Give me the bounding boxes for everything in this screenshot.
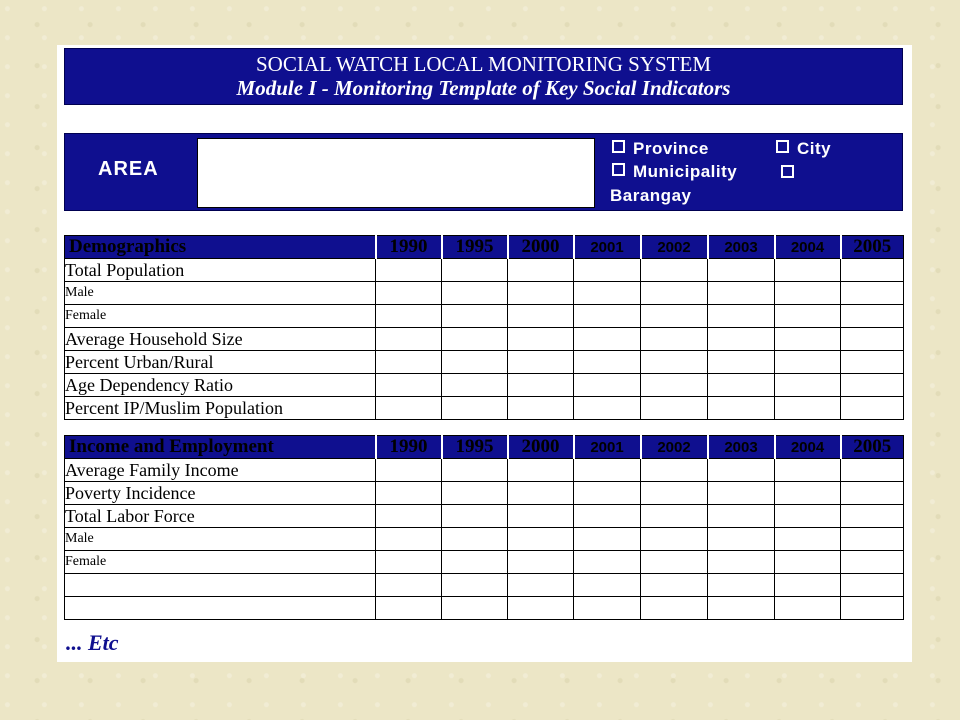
data-cell[interactable] bbox=[442, 351, 508, 374]
row-label: Female bbox=[65, 305, 376, 328]
table-row bbox=[65, 528, 904, 551]
data-cell[interactable] bbox=[775, 397, 841, 420]
data-cell[interactable] bbox=[841, 351, 904, 374]
data-cell[interactable] bbox=[574, 482, 641, 505]
data-cell[interactable] bbox=[508, 282, 574, 305]
municipality-checkbox-icon[interactable] bbox=[612, 163, 625, 176]
data-cell[interactable] bbox=[641, 597, 708, 620]
data-cell[interactable] bbox=[376, 374, 442, 397]
data-cell[interactable] bbox=[641, 305, 708, 328]
data-cell[interactable] bbox=[574, 397, 641, 420]
data-cell[interactable] bbox=[508, 482, 574, 505]
data-cell[interactable] bbox=[442, 305, 508, 328]
area-label: AREA bbox=[98, 158, 159, 180]
table-row bbox=[65, 328, 904, 351]
data-cell[interactable] bbox=[775, 528, 841, 551]
data-cell[interactable] bbox=[841, 551, 904, 574]
data-cell[interactable] bbox=[841, 505, 904, 528]
data-cell[interactable] bbox=[708, 282, 775, 305]
municipality-option[interactable] bbox=[612, 162, 737, 182]
row-label: Total Population bbox=[65, 259, 376, 282]
data-cell[interactable] bbox=[775, 328, 841, 351]
data-cell[interactable] bbox=[841, 597, 904, 620]
barangay-checkbox-icon[interactable] bbox=[781, 165, 794, 178]
data-cell[interactable] bbox=[442, 551, 508, 574]
data-cell[interactable] bbox=[508, 528, 574, 551]
data-cell[interactable] bbox=[574, 528, 641, 551]
data-cell[interactable] bbox=[641, 574, 708, 597]
data-cell[interactable] bbox=[574, 374, 641, 397]
data-cell[interactable] bbox=[708, 528, 775, 551]
table-row bbox=[65, 282, 904, 305]
data-cell[interactable] bbox=[442, 459, 508, 482]
data-cell[interactable] bbox=[508, 505, 574, 528]
year-header: 2001 bbox=[574, 436, 641, 459]
data-cell[interactable] bbox=[376, 505, 442, 528]
city-label: City bbox=[797, 139, 832, 158]
data-cell[interactable] bbox=[641, 397, 708, 420]
data-cell[interactable] bbox=[841, 459, 904, 482]
data-cell[interactable] bbox=[775, 551, 841, 574]
data-cell[interactable] bbox=[641, 528, 708, 551]
data-cell[interactable] bbox=[574, 459, 641, 482]
data-cell[interactable] bbox=[841, 397, 904, 420]
data-cell[interactable] bbox=[775, 282, 841, 305]
table-row bbox=[65, 574, 904, 597]
data-cell[interactable] bbox=[376, 305, 442, 328]
data-cell[interactable] bbox=[708, 328, 775, 351]
year-header: 1990 bbox=[376, 236, 442, 259]
data-cell[interactable] bbox=[574, 351, 641, 374]
municipality-label: Municipality bbox=[633, 162, 738, 181]
data-cell[interactable] bbox=[376, 551, 442, 574]
data-cell[interactable] bbox=[775, 459, 841, 482]
monitoring-template-sheet bbox=[57, 45, 912, 662]
data-cell[interactable] bbox=[641, 505, 708, 528]
data-cell[interactable] bbox=[775, 482, 841, 505]
data-cell[interactable] bbox=[708, 551, 775, 574]
data-cell[interactable] bbox=[775, 374, 841, 397]
row-label: Male bbox=[65, 528, 376, 551]
data-cell[interactable] bbox=[508, 397, 574, 420]
year-header: 2005 bbox=[841, 236, 904, 259]
income-employment-table bbox=[64, 435, 904, 620]
data-cell[interactable] bbox=[376, 328, 442, 351]
data-cell[interactable] bbox=[442, 482, 508, 505]
data-cell[interactable] bbox=[574, 282, 641, 305]
data-cell[interactable] bbox=[708, 459, 775, 482]
year-header: 2003 bbox=[708, 436, 775, 459]
table-row bbox=[65, 505, 904, 528]
data-cell[interactable] bbox=[775, 305, 841, 328]
data-cell[interactable] bbox=[708, 351, 775, 374]
year-header: 2003 bbox=[708, 236, 775, 259]
table-row bbox=[65, 259, 904, 282]
data-cell[interactable] bbox=[376, 351, 442, 374]
etc-note: ... Etc bbox=[66, 630, 119, 655]
data-cell[interactable] bbox=[841, 374, 904, 397]
table-row bbox=[65, 551, 904, 574]
year-header: 2000 bbox=[508, 436, 574, 459]
demographics-header-row bbox=[65, 236, 904, 259]
data-cell[interactable] bbox=[442, 328, 508, 351]
data-cell[interactable] bbox=[641, 482, 708, 505]
table-row bbox=[65, 305, 904, 328]
data-cell[interactable] bbox=[841, 328, 904, 351]
row-label: Percent IP/Muslim Population bbox=[65, 397, 376, 420]
data-cell[interactable] bbox=[841, 259, 904, 282]
data-cell[interactable] bbox=[376, 574, 442, 597]
demographics-table bbox=[64, 235, 904, 420]
data-cell[interactable] bbox=[775, 597, 841, 620]
data-cell[interactable] bbox=[376, 528, 442, 551]
data-cell[interactable] bbox=[442, 374, 508, 397]
row-label bbox=[65, 574, 376, 597]
city-checkbox-icon[interactable] bbox=[776, 140, 789, 153]
data-cell[interactable] bbox=[376, 282, 442, 305]
data-cell[interactable] bbox=[574, 505, 641, 528]
data-cell[interactable] bbox=[708, 597, 775, 620]
data-cell[interactable] bbox=[442, 259, 508, 282]
data-cell[interactable] bbox=[574, 328, 641, 351]
demographics-section-title: Demographics bbox=[65, 236, 376, 259]
area-input[interactable] bbox=[197, 138, 595, 208]
table-row bbox=[65, 374, 904, 397]
data-cell[interactable] bbox=[574, 305, 641, 328]
data-cell[interactable] bbox=[376, 397, 442, 420]
year-header: 2002 bbox=[641, 236, 708, 259]
data-cell[interactable] bbox=[841, 305, 904, 328]
data-cell[interactable] bbox=[841, 282, 904, 305]
data-cell[interactable] bbox=[508, 328, 574, 351]
data-cell[interactable] bbox=[841, 528, 904, 551]
data-cell[interactable] bbox=[508, 305, 574, 328]
row-label: Total Labor Force bbox=[65, 505, 376, 528]
row-label: Percent Urban/Rural bbox=[65, 351, 376, 374]
barangay-label: Barangay bbox=[610, 186, 692, 205]
data-cell[interactable] bbox=[442, 282, 508, 305]
year-header: 1990 bbox=[376, 436, 442, 459]
year-header: 2004 bbox=[775, 236, 841, 259]
data-cell[interactable] bbox=[708, 505, 775, 528]
data-cell[interactable] bbox=[641, 459, 708, 482]
data-cell[interactable] bbox=[508, 374, 574, 397]
year-header: 1995 bbox=[442, 436, 508, 459]
data-cell[interactable] bbox=[376, 597, 442, 620]
income-section-title: Income and Employment bbox=[65, 436, 376, 459]
title-banner bbox=[64, 48, 903, 105]
data-cell[interactable] bbox=[708, 305, 775, 328]
data-cell[interactable] bbox=[442, 574, 508, 597]
data-cell[interactable] bbox=[508, 459, 574, 482]
year-header: 2004 bbox=[775, 436, 841, 459]
table-row bbox=[65, 397, 904, 420]
table-row bbox=[65, 351, 904, 374]
area-panel bbox=[64, 133, 903, 211]
data-cell[interactable] bbox=[574, 597, 641, 620]
data-cell[interactable] bbox=[508, 597, 574, 620]
table-row bbox=[65, 459, 904, 482]
data-cell[interactable] bbox=[641, 351, 708, 374]
row-label: Average Family Income bbox=[65, 459, 376, 482]
row-label: Average Household Size bbox=[65, 328, 376, 351]
data-cell[interactable] bbox=[376, 459, 442, 482]
table-row bbox=[65, 597, 904, 620]
income-header-row bbox=[65, 436, 904, 459]
data-cell[interactable] bbox=[508, 351, 574, 374]
province-label: Province bbox=[633, 139, 709, 158]
data-cell[interactable] bbox=[708, 482, 775, 505]
data-cell[interactable] bbox=[376, 482, 442, 505]
data-cell[interactable] bbox=[841, 482, 904, 505]
data-cell[interactable] bbox=[442, 528, 508, 551]
data-cell[interactable] bbox=[574, 259, 641, 282]
data-cell[interactable] bbox=[376, 259, 442, 282]
year-header: 2000 bbox=[508, 236, 574, 259]
data-cell[interactable] bbox=[775, 259, 841, 282]
row-label: Poverty Incidence bbox=[65, 482, 376, 505]
data-cell[interactable] bbox=[508, 574, 574, 597]
row-label: Male bbox=[65, 282, 376, 305]
data-cell[interactable] bbox=[775, 351, 841, 374]
data-cell[interactable] bbox=[708, 574, 775, 597]
year-header: 2002 bbox=[641, 436, 708, 459]
province-checkbox-icon[interactable] bbox=[612, 140, 625, 153]
data-cell[interactable] bbox=[442, 397, 508, 420]
row-label: Female bbox=[65, 551, 376, 574]
data-cell[interactable] bbox=[641, 259, 708, 282]
data-cell[interactable] bbox=[708, 397, 775, 420]
table-row bbox=[65, 482, 904, 505]
data-cell[interactable] bbox=[641, 328, 708, 351]
data-cell[interactable] bbox=[708, 374, 775, 397]
year-header: 1995 bbox=[442, 236, 508, 259]
data-cell[interactable] bbox=[841, 574, 904, 597]
year-header: 2005 bbox=[841, 436, 904, 459]
data-cell[interactable] bbox=[508, 551, 574, 574]
year-header: 2001 bbox=[574, 236, 641, 259]
data-cell[interactable] bbox=[508, 259, 574, 282]
city-option[interactable] bbox=[776, 139, 831, 159]
document-title: SOCIAL WATCH LOCAL MONITORING SYSTEM bbox=[255, 52, 712, 76]
data-cell[interactable] bbox=[641, 374, 708, 397]
row-label: Age Dependency Ratio bbox=[65, 374, 376, 397]
data-cell[interactable] bbox=[775, 505, 841, 528]
data-cell[interactable] bbox=[708, 259, 775, 282]
data-cell[interactable] bbox=[442, 505, 508, 528]
data-cell[interactable] bbox=[442, 597, 508, 620]
province-option[interactable] bbox=[612, 139, 709, 159]
data-cell[interactable] bbox=[641, 282, 708, 305]
row-label bbox=[65, 597, 376, 620]
data-cell[interactable] bbox=[775, 574, 841, 597]
data-cell[interactable] bbox=[574, 551, 641, 574]
document-subtitle: Module I - Monitoring Template of Key Social Indicators bbox=[236, 76, 731, 100]
data-cell[interactable] bbox=[574, 574, 641, 597]
data-cell[interactable] bbox=[641, 551, 708, 574]
